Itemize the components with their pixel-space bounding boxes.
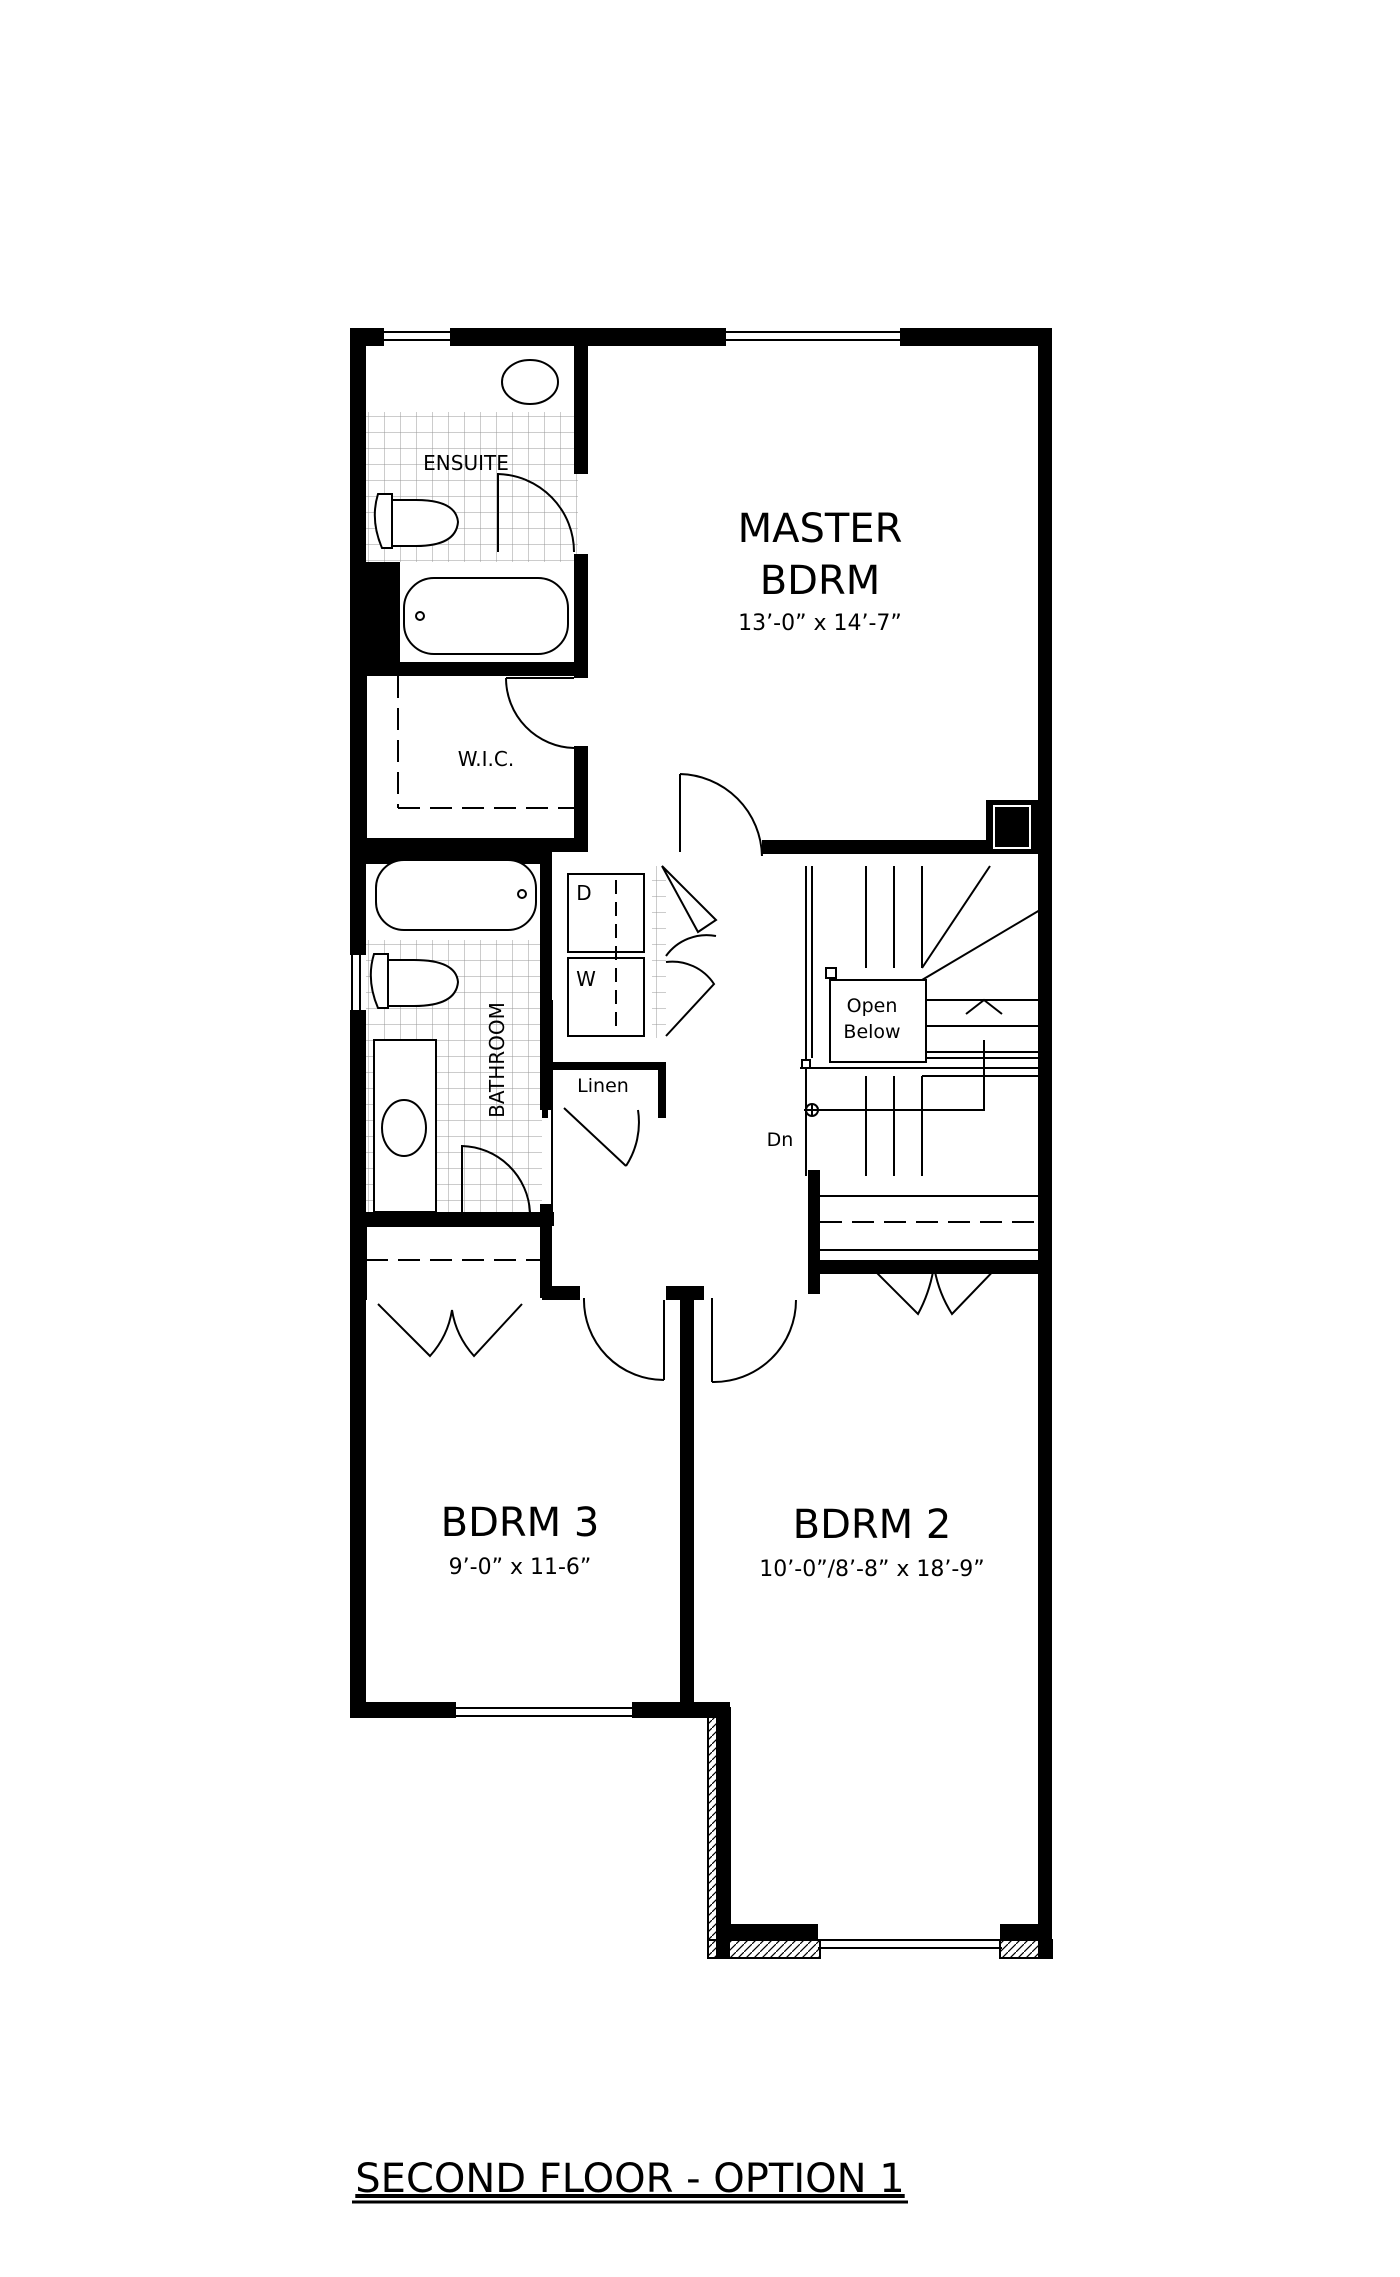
bdrm3-door bbox=[584, 1298, 664, 1380]
washer-label: W bbox=[576, 967, 596, 991]
master-door bbox=[680, 774, 762, 856]
linen-label: Linen bbox=[577, 1075, 629, 1097]
bathroom-label: BATHROOM bbox=[485, 1002, 509, 1118]
staircase bbox=[800, 866, 1040, 1176]
bathroom-sink bbox=[382, 1100, 426, 1156]
bdrm3-dimensions: 9’-0” x 11-6” bbox=[448, 1555, 592, 1580]
laundry-bifold-top bbox=[662, 866, 716, 956]
laundry-bifold-bottom bbox=[666, 962, 714, 1036]
stairs-down-label: Dn bbox=[766, 1129, 794, 1151]
linen-door bbox=[564, 1108, 639, 1166]
wic-door bbox=[506, 678, 574, 748]
bdrm3-bifold bbox=[378, 1304, 522, 1356]
master-bdrm-label-line2: BDRM bbox=[759, 558, 881, 604]
bdrm2-door bbox=[712, 1298, 796, 1382]
master-bdrm-dimensions: 13’-0” x 14’-7” bbox=[738, 611, 902, 636]
dryer-label: D bbox=[576, 881, 592, 905]
open-below-line2: Below bbox=[843, 1021, 901, 1043]
ensuite-sink bbox=[502, 360, 558, 404]
wic-label: W.I.C. bbox=[457, 747, 515, 771]
laundry-tile-strip bbox=[652, 866, 666, 1038]
open-below-line1: Open bbox=[846, 995, 898, 1017]
bathroom-tub bbox=[376, 860, 536, 930]
bdrm2-dimensions: 10’-0”/8’-8” x 18’-9” bbox=[759, 1557, 985, 1582]
ensuite-tub bbox=[404, 578, 568, 654]
ensuite-label: ENSUITE bbox=[423, 451, 509, 475]
plan-title: SECOND FLOOR - OPTION 1 bbox=[355, 2156, 905, 2202]
ensuite-wall-block bbox=[366, 568, 400, 662]
master-bdrm-label-line1: MASTER bbox=[737, 506, 903, 552]
bdrm3-label: BDRM 3 bbox=[440, 1500, 600, 1546]
bdrm2-label: BDRM 2 bbox=[792, 1502, 952, 1548]
